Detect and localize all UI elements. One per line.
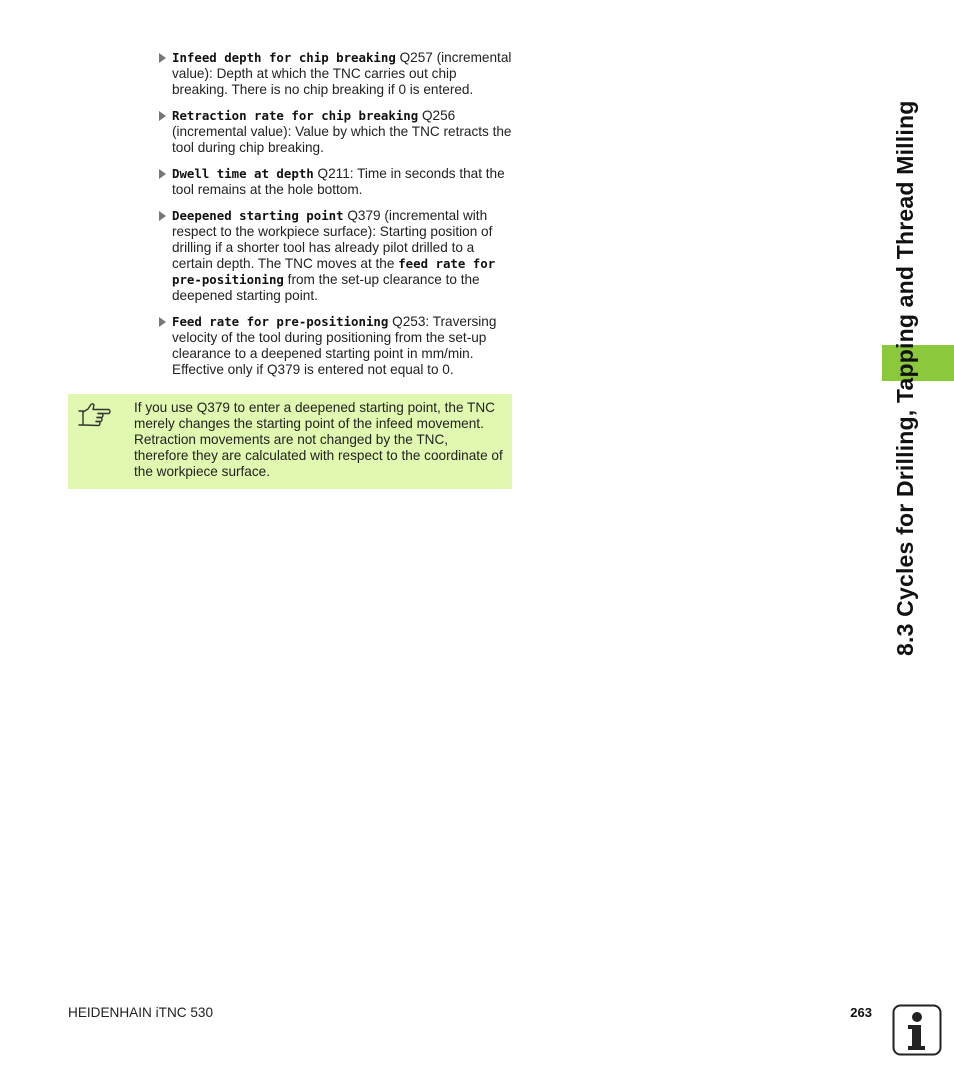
bullet-arrow-icon <box>159 317 166 327</box>
param-name: Infeed depth for chip breaking <box>172 50 396 65</box>
bullet-arrow-icon <box>159 53 166 63</box>
param-code: Q211 <box>317 166 350 181</box>
info-icon[interactable] <box>892 1004 942 1056</box>
pointing-hand-icon <box>78 402 112 428</box>
param-code: Q257 <box>399 50 433 65</box>
parameter-list <box>158 50 514 388</box>
param-description: : Traversing velocity of the tool during positioning from the set-up clearance to a deepened starting point in mm/min. Effective only if Q379 is entered not equal to 0. <box>172 314 497 377</box>
param-name: Feed rate for pre-positioning <box>172 314 389 329</box>
page-number: 263 <box>850 1005 872 1020</box>
param-description: : Time in seconds that the tool remains at the hole bottom. <box>172 166 505 197</box>
param-retraction-rate <box>158 108 514 156</box>
note-box <box>68 394 512 489</box>
bullet-arrow-icon <box>159 169 166 179</box>
param-dwell-time <box>158 166 514 198</box>
bullet-arrow-icon <box>159 111 166 121</box>
param-deepened-start <box>158 208 514 304</box>
param-description: (incremental value): Value by which the TNC retracts the tool during chip breaking. <box>172 124 512 155</box>
param-description-end: from the set-up clearance to the deepened starting point. <box>172 272 480 303</box>
param-name: Dwell time at depth <box>172 166 314 181</box>
param-name: Retraction rate for chip breaking <box>172 108 419 123</box>
param-description: (incremental with respect to the workpiece surface): Starting position of drilling if a shorter tool has already pilot drilled to a certain depth. The TNC moves at the <box>172 208 493 271</box>
bullet-arrow-icon <box>159 211 166 221</box>
param-code: Q253 <box>392 314 426 329</box>
param-inline-code: feed rate for pre-positioning <box>172 256 496 287</box>
footer-product: HEIDENHAIN iTNC 530 <box>68 1005 214 1020</box>
note-text: If you use Q379 to enter a deepened starting point, the TNC merely changes the starting point of the infeed movement. Retraction movements are not changed by the TNC, therefore they are calculated with respect to the coordinate of the workpiece surface. <box>134 400 503 479</box>
param-infeed-depth <box>158 50 514 98</box>
param-code: Q379 <box>347 208 381 223</box>
section-title: 8.3 Cycles for Drilling, Tapping and Thread Milling <box>892 100 918 656</box>
param-feed-rate-prepositioning <box>158 314 514 378</box>
param-code: Q256 <box>421 108 456 123</box>
param-name: Deepened starting point <box>172 208 344 223</box>
param-description: (incremental value): Depth at which the TNC carries out chip breaking. There is no chip breaking if 0 is entered. <box>172 50 512 97</box>
